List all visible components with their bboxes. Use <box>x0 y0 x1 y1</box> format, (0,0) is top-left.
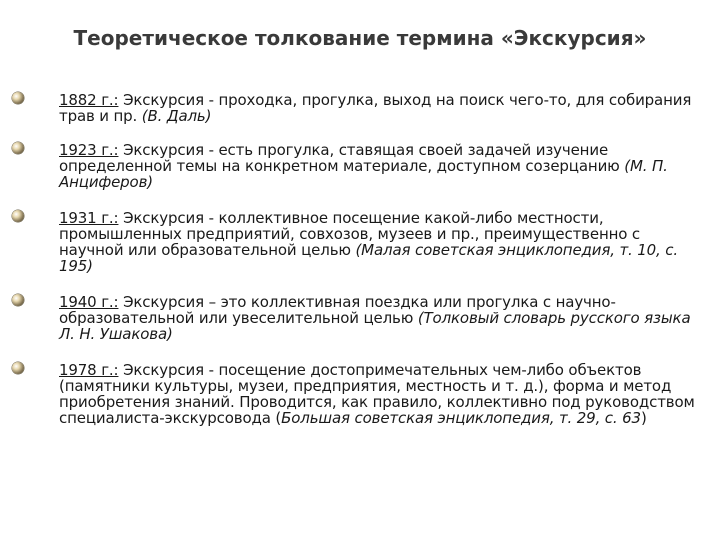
definition-source: (Малая советская энциклопедия, т. 10, с. 195) <box>59 241 679 275</box>
definition-item-1923 <box>59 142 705 190</box>
definition-year: 1931 г.: <box>59 209 119 227</box>
slide-title: Теоретическое толкование термина «Экскурсия» <box>73 26 647 50</box>
definition-item-1882 <box>59 92 705 124</box>
definition-text: Экскурсия - коллективное посещение какой-либо местности, промышленных предприятий, совхозов, музеев и пр., преимущественно с научной или образовательной целью <box>59 209 641 259</box>
definition-year: 1940 г.: <box>59 293 119 311</box>
definition-year: 1882 г.: <box>59 91 119 109</box>
definition-year: 1923 г.: <box>59 141 119 159</box>
definition-item-1931 <box>59 210 705 274</box>
definition-source: (В. Даль) <box>141 107 212 125</box>
bullet-icon <box>12 142 24 154</box>
definition-source: (Толковый словарь русского языка Л. Н. Ушакова) <box>59 309 691 343</box>
definition-source: Большая советская энциклопедия, т. 29, с. 63 <box>281 409 641 427</box>
definition-text: Экскурсия - проходка, прогулка, выход на поиск чего-то, для собирания трав и пр. <box>59 91 692 125</box>
definition-text: Экскурсия – это коллективная поездка или прогулка с научно-образовательной или увеселительной целью <box>59 293 616 327</box>
definition-year: 1978 г.: <box>59 361 119 379</box>
definition-text: Экскурсия - посещение достопримечательных чем-либо объектов (памятники культуры, музеи, предприятия, местность и т. д.), форма и метод приобретения знаний. Проводится, как правило, коллективно под руководством специалиста-экскурсовода ( <box>59 361 695 427</box>
bullet-icon <box>12 92 24 104</box>
bullet-icon <box>12 362 24 374</box>
definition-source: (М. П. Анциферов) <box>59 157 668 191</box>
definition-item-1978 <box>59 362 705 426</box>
definition-item-1940 <box>59 294 705 342</box>
bullet-icon <box>12 294 24 306</box>
definition-tail: ) <box>640 409 647 427</box>
definition-text: Экскурсия - есть прогулка, ставящая своей задачей изучение определенной темы на конкретном материале, доступном созерцанию <box>59 141 625 175</box>
bullet-icon <box>12 210 24 222</box>
